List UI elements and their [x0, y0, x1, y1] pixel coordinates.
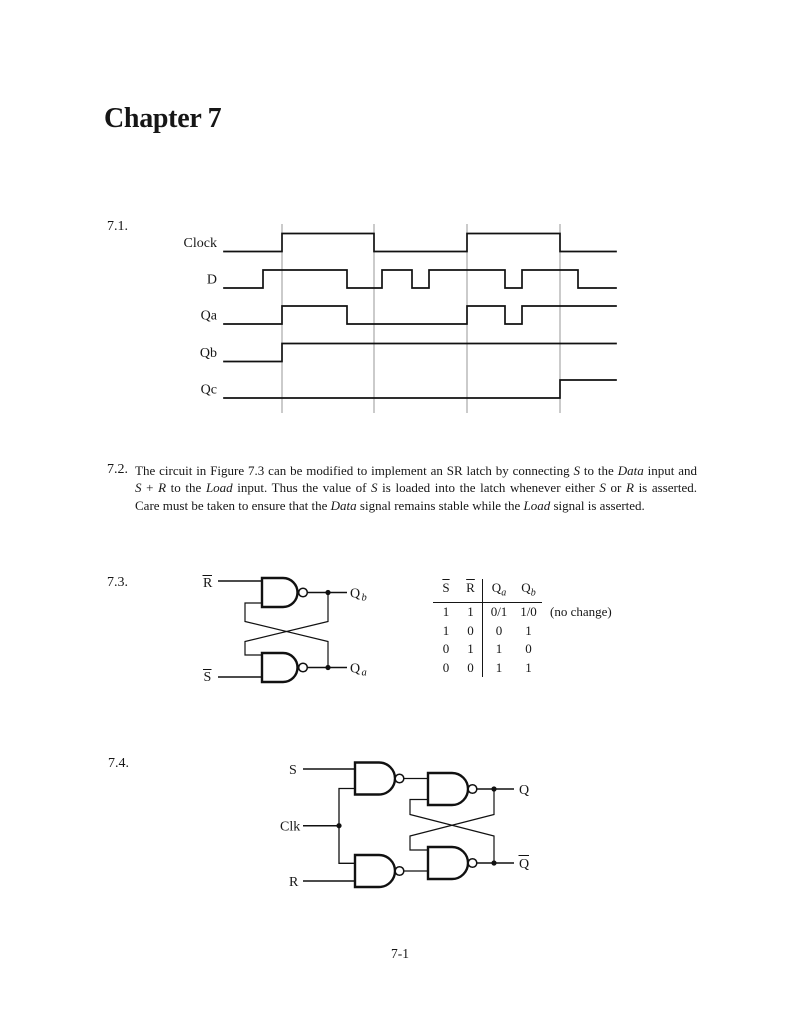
inversion-bubble-4 [468, 859, 477, 868]
header-qa: Q [491, 580, 502, 595]
nand-gate-bottom [262, 653, 298, 682]
problem-label-7-2: 7.2. [107, 462, 128, 477]
label-qa: Q [350, 661, 361, 677]
problem-label-7-1: 7.1. [107, 219, 128, 234]
header-r-not: $\overline{R}$ [466, 580, 475, 595]
signal-label-qc: Qc [200, 382, 217, 398]
truth-table-row: 1 1 0/1 1/0 (no change) [433, 603, 612, 622]
wire-feedback-top-to-bottom [245, 593, 328, 656]
label-q-not: Q [519, 857, 530, 872]
inversion-bubble-1 [395, 774, 404, 783]
label-qa-sub: a [361, 667, 367, 679]
gated-sr-latch-circuit-7-4 [275, 750, 540, 895]
waveform-qa [224, 306, 616, 324]
inversion-bubble-3 [468, 785, 477, 794]
label-r: R [289, 875, 299, 890]
junction-dot [491, 860, 496, 865]
problem-label-7-4: 7.4. [108, 756, 129, 771]
wire-feedback-q-to-gate4 [410, 789, 494, 850]
paragraph-line: Care must be taken to ensure that the Data signal remains stable while the Load signal is asserted. [135, 497, 645, 513]
label-q: Q [519, 783, 530, 798]
paragraph-line: S + R to the Load input. Thus the value of S is loaded into the latch whenever either S or R is asserted. [135, 480, 697, 496]
signal-label-qa: Qa [200, 308, 217, 324]
nand-gate-1 [355, 763, 395, 795]
truth-table-row: 0 1 1 0 [433, 640, 612, 659]
problem-label-7-3: 7.3. [107, 575, 128, 590]
waveform-qb [224, 344, 616, 362]
label-s: S [289, 763, 297, 778]
label-r-not: R [203, 576, 213, 591]
waveform-clock [224, 234, 616, 252]
label-clk: Clk [280, 819, 301, 835]
junction-dot [336, 823, 341, 828]
signal-label-d: D [206, 272, 217, 288]
waveform-d [224, 270, 616, 288]
inversion-bubble-bottom [299, 663, 308, 672]
signal-label-clock: Clock [183, 236, 217, 251]
nand-gate-2 [355, 855, 395, 887]
label-s-not: S [203, 670, 212, 685]
nand-gate-3 [428, 773, 468, 805]
nand-gate-top [262, 578, 298, 607]
page-number: 7-1 [391, 946, 409, 961]
paragraph-line: The circuit in Figure 7.3 can be modified to implement an SR latch by connecting S to the Data input and [135, 463, 697, 478]
header-qb: Q [521, 580, 531, 595]
junction-dot [491, 786, 496, 791]
wire-feedback-qbar-to-gate3 [410, 800, 494, 864]
truth-table-row: 1 0 0 1 [433, 622, 612, 641]
nand-gate-4 [428, 847, 468, 879]
inversion-bubble-2 [395, 867, 404, 876]
no-change-note: (no change) [550, 604, 612, 619]
timing-diagram-7-1 [100, 210, 640, 420]
truth-table-row: 0 0 1 1 [433, 659, 612, 678]
truth-table-7-3 [433, 579, 612, 677]
page-title: Chapter 7 [104, 103, 222, 134]
wire-feedback-bottom-to-top [245, 603, 328, 668]
header-s-not: $\overline{S}$ [442, 580, 450, 595]
junction-dot [325, 590, 330, 595]
inversion-bubble-top [299, 588, 308, 597]
junction-dot [325, 665, 330, 670]
waveform-qc [224, 380, 616, 398]
label-qb-sub: b [361, 592, 367, 604]
truth-table-header-row: $\overline{S}$ $\overline{R}$ $Q_a$ $Q_b$ [433, 579, 612, 603]
sr-latch-circuit-7-3 [195, 565, 385, 690]
signal-label-qb: Qb [199, 346, 217, 361]
label-qb: Q [350, 586, 361, 602]
problem-7-2-text [135, 462, 697, 514]
